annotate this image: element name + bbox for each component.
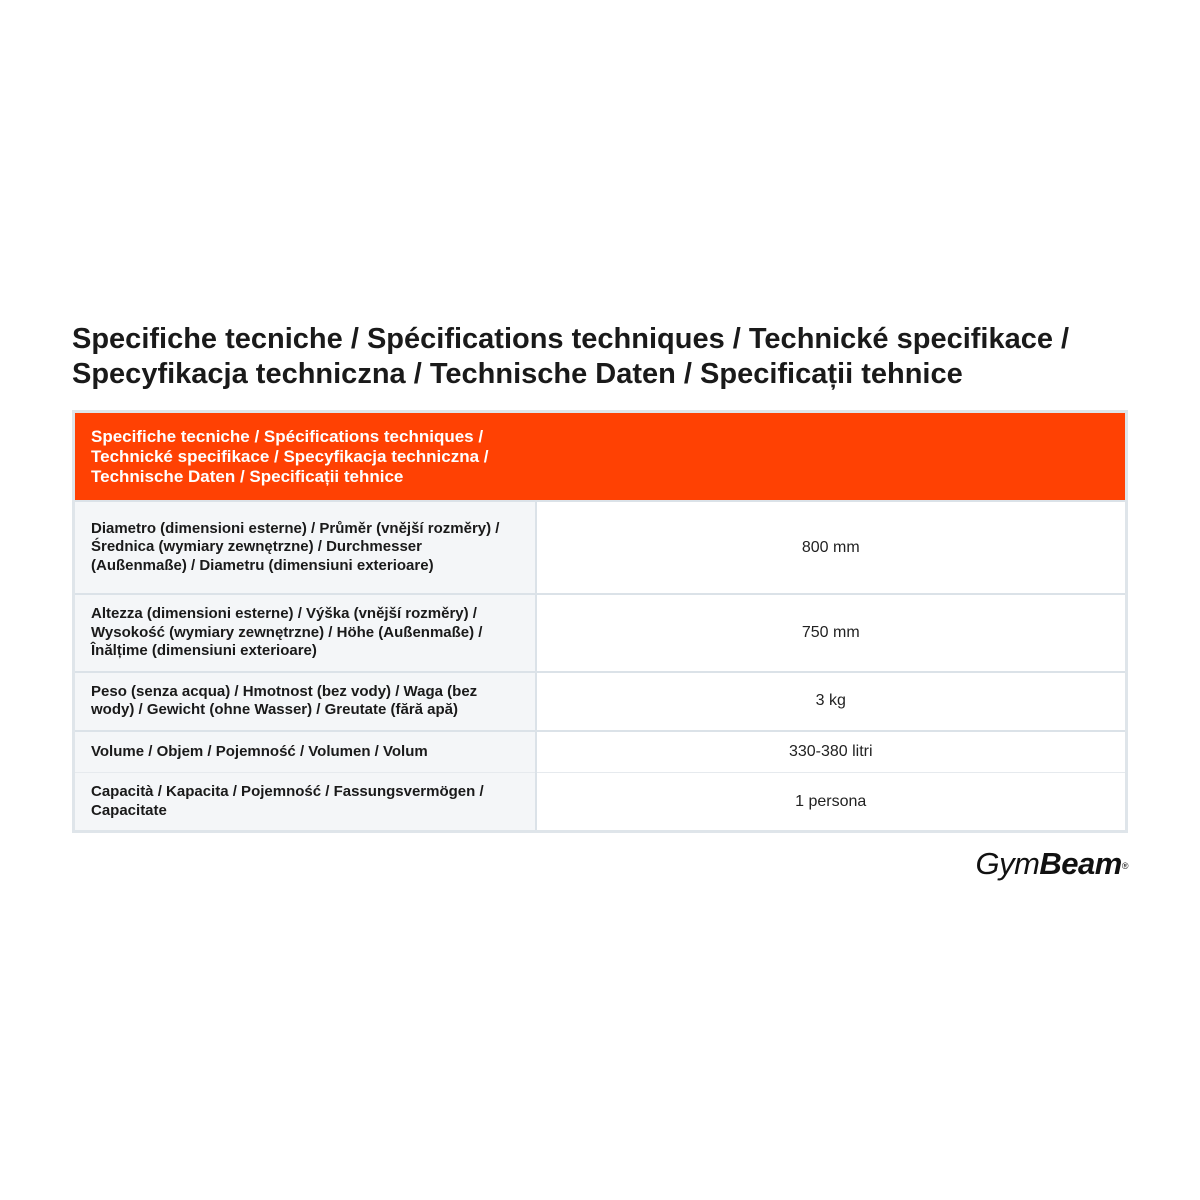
row-value: 750 mm bbox=[536, 594, 1127, 672]
table-row-diameter bbox=[74, 501, 1127, 594]
page-title: Specifiche tecniche / Spécifications techniques / Technické specifikace / Specyfikacja techniczna / Technische Daten / Specificații tehnice bbox=[72, 323, 1070, 390]
row-value: 800 mm bbox=[536, 501, 1127, 594]
table-header-blank bbox=[536, 412, 1127, 502]
row-value: 330-380 litri bbox=[536, 731, 1127, 773]
registered-mark: ® bbox=[1121, 861, 1128, 871]
table-header-row bbox=[74, 412, 1127, 502]
row-value: 3 kg bbox=[536, 672, 1127, 731]
table-row-height bbox=[74, 594, 1127, 672]
table-row-volume bbox=[74, 731, 1127, 773]
spec-section bbox=[72, 322, 1128, 833]
logo-text-beam: Beam bbox=[1039, 846, 1122, 881]
row-label: Capacità / Kapacita / Pojemność / Fassungsvermögen / Capacitate bbox=[74, 773, 536, 832]
table-header: Specifiche tecniche / Spécifications techniques / Technické specifikace / Specyfikacja techniczna / Technische Daten / Specificații tehnice bbox=[74, 412, 536, 502]
logo-text-gym: Gym bbox=[975, 846, 1040, 881]
table-row-weight bbox=[74, 672, 1127, 731]
table-row-capacity bbox=[74, 773, 1127, 832]
row-label: Peso (senza acqua) / Hmotnost (bez vody) / Waga (bez wody) / Gewicht (ohne Wasser) / Greutate (fără apă) bbox=[74, 672, 536, 731]
row-label: Altezza (dimensioni esterne) / Výška (vnější rozměry) / Wysokość (wymiary zewnętrzne) / Höhe (Außenmaße) / Înălțime (dimensiuni exterioare) bbox=[74, 594, 536, 672]
row-label: Diametro (dimensioni esterne) / Průměr (vnější rozměry) / Średnica (wymiary zewnętrzne) / Durchmesser (Außenmaße) / Diametru (dimensiuni exterioare) bbox=[74, 501, 536, 594]
row-value: 1 persona bbox=[536, 773, 1127, 832]
row-label: Volume / Objem / Pojemność / Volumen / Volum bbox=[74, 731, 536, 773]
gymbeam-logo bbox=[975, 846, 1128, 882]
spec-table bbox=[72, 410, 1128, 833]
